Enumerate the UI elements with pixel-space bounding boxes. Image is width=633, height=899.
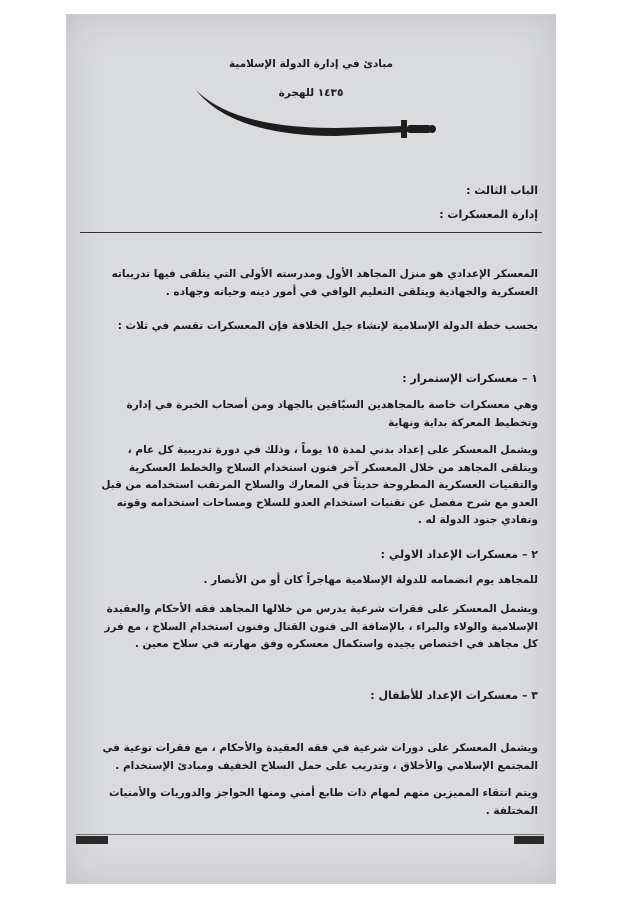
section2-heading: ٢ – معسكرات الإعداد الاولي : — [380, 548, 538, 561]
chapter-label: الباب الثالث : — [466, 184, 538, 197]
document-page — [66, 14, 556, 884]
section1-paragraph-1: وهي معسكرات خاصة بالمجاهدين السبّاقين بالجهاد ومن أصحاب الخبرة في إدارة وتخطيط المعركة بداية ونهاية — [126, 399, 538, 429]
footer-divider — [76, 834, 544, 835]
section3-paragraph-2: ويتم انتقاء المميزين منهم لمهام ذات طابع أمني ومنها الحواجز والدوريات والأمنيات المختلفة . — [109, 787, 538, 817]
footer-mark-left — [76, 836, 108, 844]
section3-paragraph-1: ويشمل المعسكر على دورات شرعية في فقه العقيدة والأحكام ، مع فقرات توعية في المجتمع الإسلامي والأخلاق ، وتدريب على حمل السلاح الخفيف ومبادئ الإستخدام . — [102, 742, 538, 772]
intro-paragraph: المعسكر الإعدادي هو منزل المجاهد الأول ومدرسته الأولى التي يتلقى فيها تدريباته العسكرية والجهادية ويتلقى التعليم الوافي في أمور دينه وحياته وجهاده . — [111, 268, 538, 298]
document-title: مبادئ في إدارة الدولة الإسلامية — [228, 58, 393, 70]
section1-heading: ١ – معسكرات الإستمرار : — [402, 372, 538, 385]
section2-paragraph-1: للمجاهد يوم انضمامه للدولة الإسلامية مهاجراً كان أو من الأنصار . — [203, 574, 538, 586]
section1-paragraph-2: ويشمل المعسكر على إعداد بدني لمدة ١٥ يوماً ، وذلك في دورة تدريبية كل عام ، ويتلقى المجاهد من خلال المعسكر آخر فنون استخدام السلاح والخطط العسكرية والتقنيات العسكرية المطروحة حديثاً في المعارك والسلاح المرتقب استخدامه من قبل العدو مع شرح مفصل عن تقنيات استخدام العدو للسلاح ومساحات استخدامه وقوته وتفادي جنود الدولة له . — [101, 444, 538, 526]
document-year: ١٤٣٥ للهجرة — [278, 87, 344, 99]
intro-division-note: بحسب خطة الدولة الإسلامية لإنشاء جيل الخلافة فإن المعسكرات تقسم في ثلاث : — [117, 320, 538, 332]
section3-heading: ٣ – معسكرات الإعداد للأطفال : — [370, 689, 538, 702]
section2-paragraph-2: ويشمل المعسكر على فقرات شرعية يدرس من خلالها المجاهد فقه الأحكام والعقيدة الإسلامية والولاء والبراء ، بالإضافة الى فنون القتال وفنون استخدام السلاح ، مع فرز كل مجاهد في اختصاص يجيده واستكمال معسكره وفق مهارته في سلاح معين . — [104, 603, 538, 650]
sword-emblem-icon — [196, 90, 436, 150]
footer-mark-right — [514, 836, 544, 844]
chapter-subject: إدارة المعسكرات : — [439, 208, 538, 221]
header-divider — [80, 232, 542, 233]
